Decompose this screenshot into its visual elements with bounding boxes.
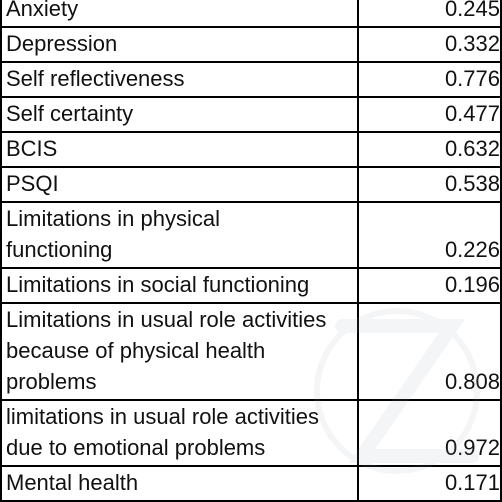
row-label: limitations in usual role activities due to emotional problems <box>1 400 358 466</box>
row-value: 0.171 <box>358 466 501 501</box>
row-label: Depression <box>1 27 358 62</box>
row-value: 0.776 <box>358 62 501 97</box>
row-value: 0.538 <box>358 167 501 202</box>
row-label: Self certainty <box>1 97 358 132</box>
table-row <box>1 167 501 202</box>
row-label: Limitations in social functioning <box>1 268 358 303</box>
table-row <box>1 202 501 268</box>
row-value: 0.972 <box>358 400 501 466</box>
table-row <box>1 400 501 466</box>
row-label: Mental health <box>1 466 358 501</box>
row-label: Anxiety <box>1 0 358 27</box>
row-label: PSQI <box>1 167 358 202</box>
row-value: 0.196 <box>358 268 501 303</box>
row-value: 0.808 <box>358 303 501 400</box>
row-value: 0.632 <box>358 132 501 167</box>
row-value: 0.245 <box>358 0 501 27</box>
row-value: 0.226 <box>358 202 501 268</box>
table-row <box>1 62 501 97</box>
row-value: 0.477 <box>358 97 501 132</box>
row-label: Limitations in usual role activities because of physical health problems <box>1 303 358 400</box>
row-label: Self reflectiveness <box>1 62 358 97</box>
table-row <box>1 132 501 167</box>
table-row <box>1 0 501 27</box>
table-row <box>1 303 501 400</box>
row-label: Limitations in physical functioning <box>1 202 358 268</box>
table-row <box>1 27 501 62</box>
row-value: 0.332 <box>358 27 501 62</box>
results-table-body <box>1 0 501 501</box>
table-row <box>1 97 501 132</box>
table-row <box>1 268 501 303</box>
row-label: BCIS <box>1 132 358 167</box>
table-row <box>1 466 501 501</box>
